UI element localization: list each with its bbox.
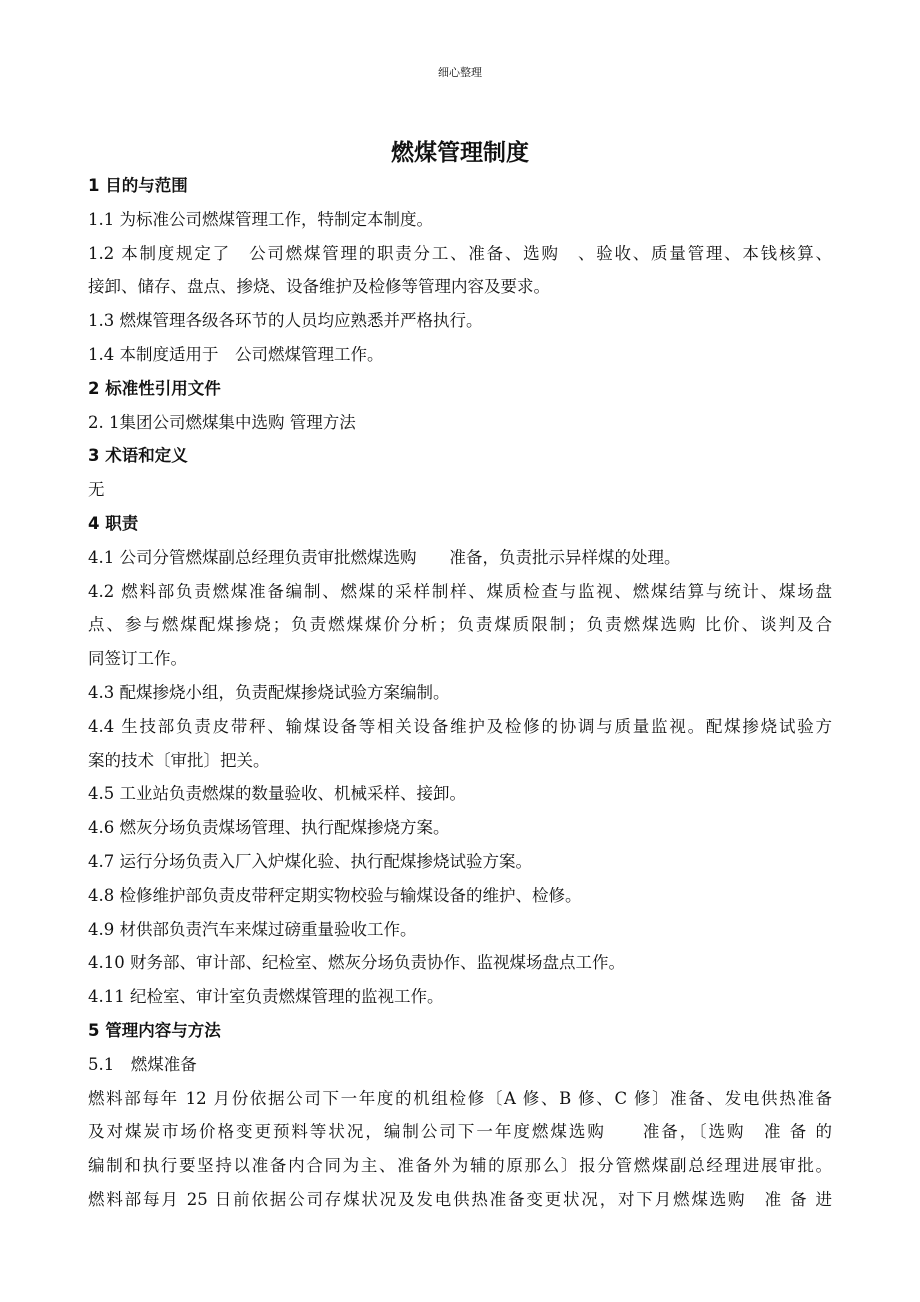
paragraph-line: 无 — [88, 480, 105, 500]
paragraph-line: 4.9 材供部负责汽车来煤过磅重量验收工作。 — [88, 919, 417, 939]
paragraph-line: 4.4 生技部负责皮带秤、输煤设备等相关设备维护及检修的协调与质量监视。配煤掺烧试验方 — [88, 716, 832, 736]
section-heading: 4 职责 — [88, 513, 139, 533]
document-body — [88, 169, 832, 1217]
paragraph-line: 4.8 检修维护部负责皮带秤定期实物校验与输煤设备的维护、检修。 — [88, 885, 582, 905]
page-header: 细心整理 — [438, 66, 482, 79]
paragraph-line: 1.3 燃煤管理各级各环节的人员均应熟悉并严格执行。 — [88, 311, 483, 331]
document-title: 燃煤管理制度 — [391, 140, 529, 166]
paragraph-line: 4.5 工业站负责燃煤的数量验收、机械采样、接卸。 — [88, 784, 466, 804]
paragraph-line: 点、参与燃煤配煤掺烧；负责燃煤煤价分析；负责煤质限制；负责燃煤选购 比价、谈判及合 — [88, 615, 832, 635]
paragraph-line: 1.2 本制度规定了 公司燃煤管理的职责分工、准备、选购 、验收、质量管理、本钱核算、 — [88, 243, 832, 263]
paragraph-line: 及对煤炭市场价格变更预料等状况，编制公司下一年度燃煤选购 准备，〔选购 准 备 的 — [88, 1122, 832, 1142]
paragraph-line: 4.10 财务部、审计部、纪检室、燃灰分场负责协作、监视煤场盘点工作。 — [88, 953, 625, 973]
paragraph-line: 4.2 燃料部负责燃煤准备编制、燃煤的采样制样、煤质检查与监视、燃煤结算与统计、煤场盘 — [88, 581, 832, 601]
paragraph-line: 同签订工作。 — [88, 649, 187, 669]
section-heading: 2 标准性引用文件 — [88, 378, 221, 398]
section-heading: 1 目的与范围 — [88, 176, 188, 195]
paragraph-line: 5.1 燃煤准备 — [88, 1054, 197, 1074]
paragraph-line: 1.1 为标准公司燃煤管理工作，特制定本制度。 — [88, 209, 433, 229]
paragraph-line: 燃料部每年 12 月份依据公司下一年度的机组检修〔A 修、B 修、C 修〕准备、发电供热准备 — [88, 1088, 832, 1108]
paragraph-line: 编制和执行要坚持以准备内合同为主、准备外为辅的原那么〕报分管燃煤副总经理进展审批。 — [88, 1156, 832, 1176]
paragraph-line: 案的技术〔审批〕把关。 — [88, 750, 270, 770]
paragraph-line: 4.11 纪检室、审计室负责燃煤管理的监视工作。 — [88, 987, 444, 1007]
paragraph-line: 4.6 燃灰分场负责煤场管理、执行配煤掺烧方案。 — [88, 818, 450, 838]
paragraph-line: 4.1 公司分管燃煤副总经理负责审批燃煤选购 准备，负责批示异样煤的处理。 — [88, 547, 681, 567]
section-heading: 5 管理内容与方法 — [88, 1020, 221, 1040]
paragraph-line: 2. 1集团公司燃煤集中选购 管理方法 — [88, 412, 356, 432]
paragraph-line: 接卸、储存、盘点、掺烧、设备维护及检修等管理内容及要求。 — [88, 277, 550, 297]
section-heading: 3 术语和定义 — [88, 446, 188, 466]
paragraph-line: 1.4 本制度适用于 公司燃煤管理工作。 — [88, 344, 384, 364]
paragraph-line: 4.7 运行分场负责入厂入炉煤化验、执行配煤掺烧试验方案。 — [88, 851, 532, 871]
paragraph-line: 4.3 配煤掺烧小组，负责配煤掺烧试验方案编制。 — [88, 682, 450, 702]
paragraph-line: 燃料部每月 25 日前依据公司存煤状况及发电供热准备变更状况，对下月燃煤选购 准 备 进 — [88, 1189, 832, 1209]
